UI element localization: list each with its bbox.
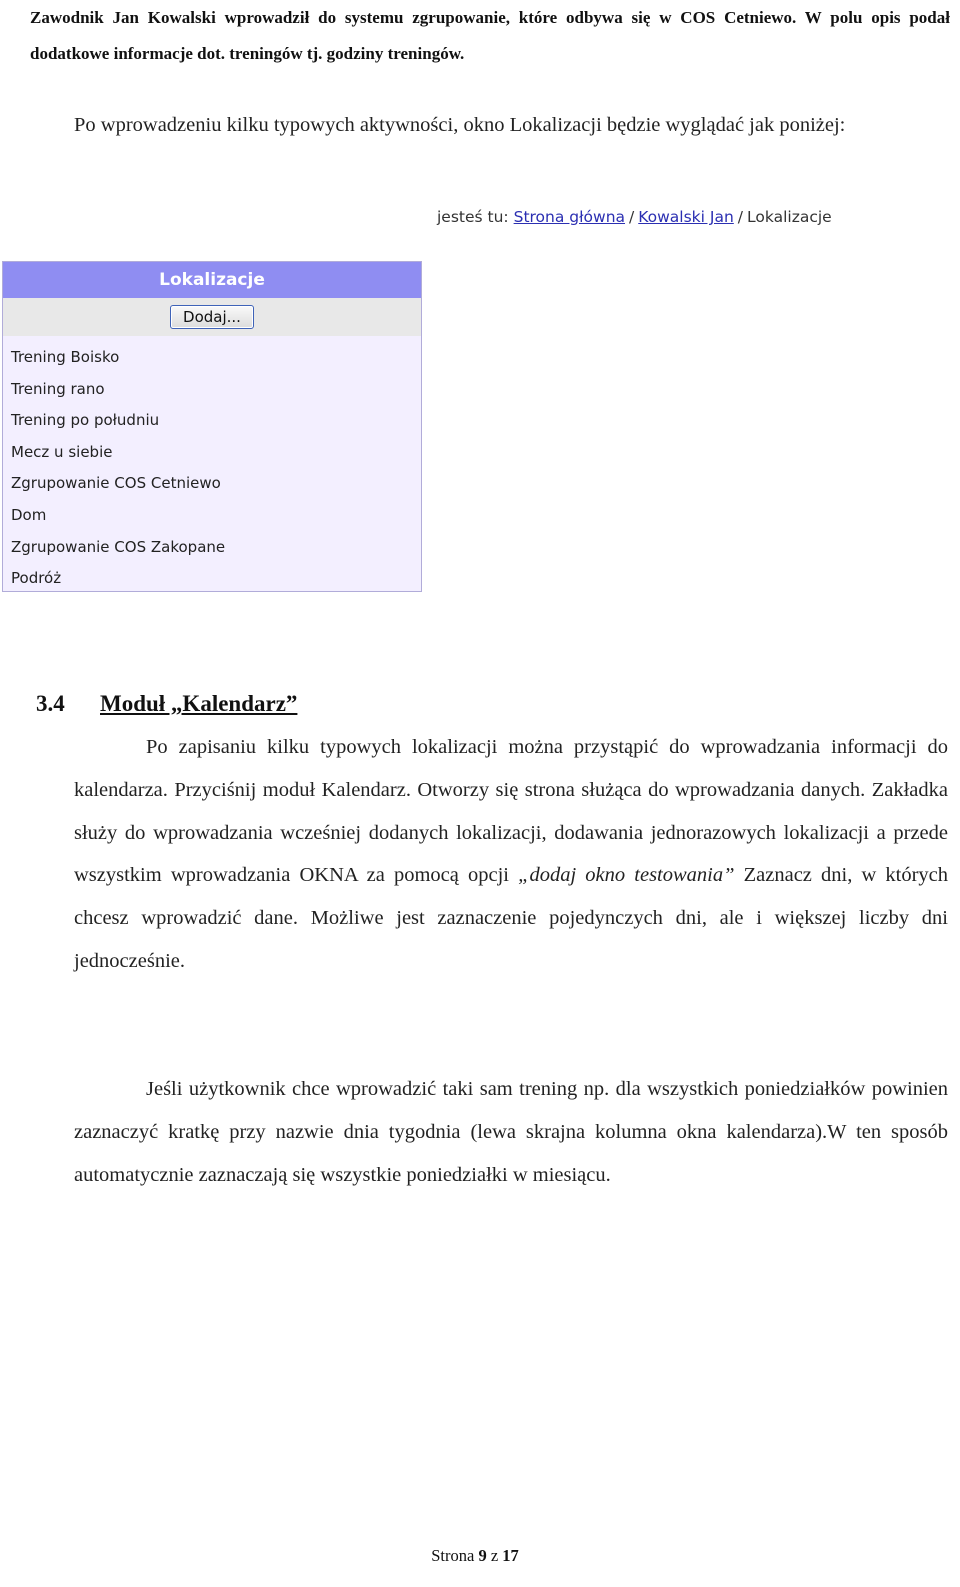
footer-page-number: 9 xyxy=(478,1546,487,1565)
page-footer xyxy=(0,1546,950,1566)
location-item[interactable]: Trening po południu xyxy=(11,411,160,430)
footer-of: z xyxy=(490,1546,499,1565)
locations-panel-title: Lokalizacje xyxy=(3,262,421,298)
calendar-paragraph-text: Po zapisaniu kilku typowych lokalizacji można przystąpić do wprowadzania informacji do kalendarza. Przyciśnij moduł Kalendarz. Otworzy się strona służąca do wprowadzania danych. Zakładka służy do wprowadzania wcześniej dodanych lokalizacji, dodawania jednorazowych lokalizacji a przede wszystkim wprowadzania OKNA za pomocą opcji xyxy=(74,736,948,887)
footer-label: Strona xyxy=(431,1546,475,1565)
location-item[interactable]: Mecz u siebie xyxy=(11,442,113,461)
location-item[interactable]: Trening rano xyxy=(11,379,105,398)
section-heading xyxy=(36,684,297,724)
mondays-paragraph: Jeśli użytkownik chce wprowadzić taki sam trening np. dla wszystkich poniedziałków powinien zaznaczyć kratkę przy nazwie dnia tygodnia (lewa skrajna kolumna okna kalendarza).W ten sposób automatycznie zaznaczają się wszystkie poniedziałki w miesiącu. xyxy=(74,1078,948,1186)
location-item[interactable]: Dom xyxy=(11,505,47,524)
add-window-option-name: „dodaj okno testowania” xyxy=(518,864,735,887)
section-title: Moduł „Kalendarz” xyxy=(100,691,298,716)
breadcrumb-separator: / xyxy=(737,208,744,226)
calendar-paragraph xyxy=(74,726,948,983)
location-item[interactable]: Trening Boisko xyxy=(11,348,120,366)
section-number: 3.4 xyxy=(36,691,65,716)
location-item[interactable]: Zgrupowanie COS Cetniewo xyxy=(11,474,221,493)
breadcrumb xyxy=(437,208,832,226)
locations-panel xyxy=(2,261,422,592)
location-item[interactable]: Podróż xyxy=(11,569,62,588)
intro-bold-paragraph: Zawodnik Jan Kowalski wprowadził do systemu zgrupowanie, które odbywa się w COS Cetniewo. W polu opis podał dodatkowe informacje dot. treningów tj. godziny treningów. xyxy=(30,8,950,63)
locations-intro-paragraph: Po wprowadzeniu kilku typowych aktywności, okno Lokalizacji będzie wyglądać jak poniżej: xyxy=(74,114,846,136)
breadcrumb-current: Lokalizacje xyxy=(747,208,832,226)
breadcrumb-separator: / xyxy=(629,208,635,226)
location-item[interactable]: Zgrupowanie COS Zakopane xyxy=(11,537,226,556)
calendar-paragraph-text-end: Zaznacz dni, w których chcesz wprowadzić dane. Możliwe jest zaznaczenie pojedynczych dni, ale i większej liczby dni jednocześnie. xyxy=(74,864,948,972)
breadcrumb-link-home[interactable]: Strona główna xyxy=(513,208,626,226)
breadcrumb-prefix: jesteś tu: xyxy=(437,208,509,226)
footer-total-pages: 17 xyxy=(502,1546,519,1565)
breadcrumb-link-user[interactable]: Kowalski Jan xyxy=(638,208,734,226)
add-location-button[interactable]: Dodaj... xyxy=(170,305,254,329)
locations-list xyxy=(3,336,421,595)
locations-toolbar xyxy=(3,298,421,336)
